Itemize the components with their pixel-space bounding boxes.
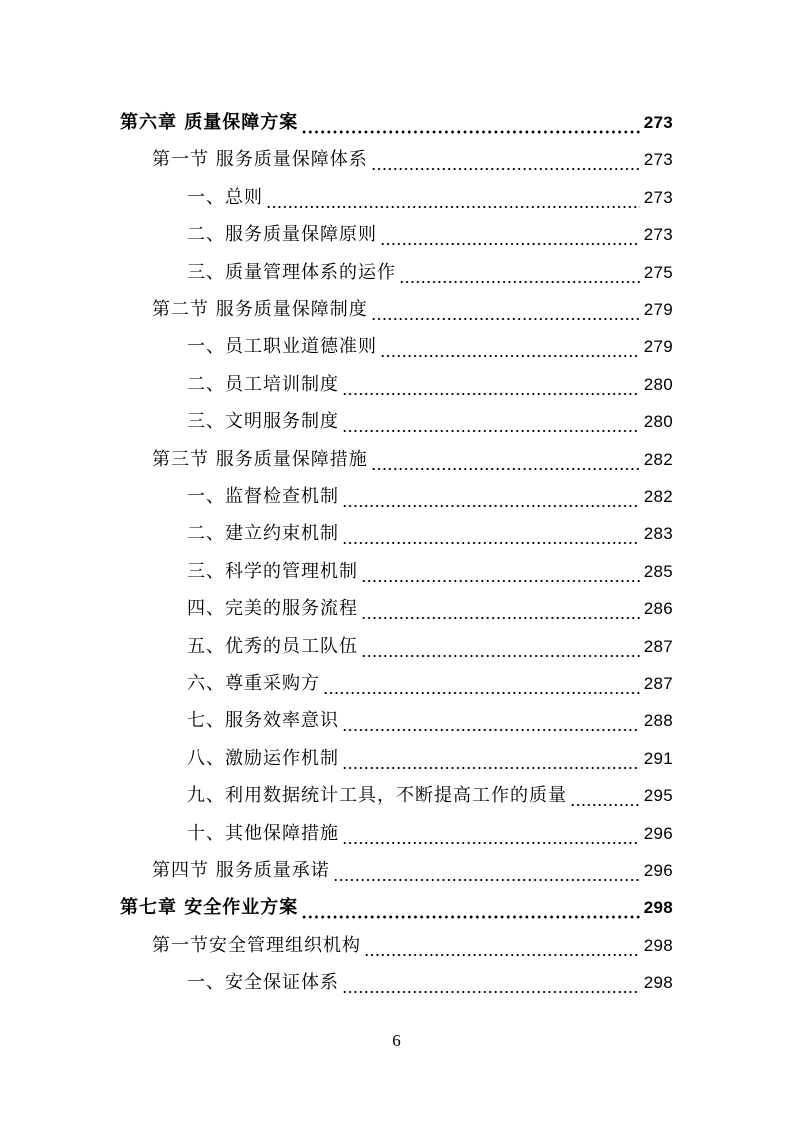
toc-entry-item[interactable] bbox=[187, 249, 673, 286]
toc-entry-label: 第三节 服务质量保障措施 bbox=[152, 449, 368, 470]
toc-entry-label: 一、员工职业道德准则 bbox=[187, 336, 377, 357]
dot-leader bbox=[380, 224, 640, 246]
toc-entry-label: 第七章 安全作业方案 bbox=[120, 897, 299, 918]
toc-entry-item[interactable] bbox=[187, 361, 673, 398]
toc-entry-page-number: 298 bbox=[643, 936, 673, 955]
toc-entry-page-number: 273 bbox=[643, 113, 673, 132]
dot-leader bbox=[342, 710, 640, 732]
toc-entry-page-number: 273 bbox=[643, 188, 673, 207]
toc-entry-label: 十、其他保障措施 bbox=[187, 823, 339, 844]
toc-entry-section[interactable] bbox=[152, 286, 673, 323]
toc-entry-label: 七、服务效率意识 bbox=[187, 710, 339, 731]
toc-entry-item[interactable] bbox=[187, 510, 673, 547]
toc-entry-page-number: 275 bbox=[643, 263, 673, 282]
dot-leader bbox=[342, 523, 640, 545]
toc-entry-page-number: 273 bbox=[643, 225, 673, 244]
dot-leader bbox=[301, 112, 639, 134]
toc-entry-item[interactable] bbox=[187, 585, 673, 622]
toc-entry-label: 二、建立约束机制 bbox=[187, 523, 339, 544]
toc-entry-label: 六、尊重采购方 bbox=[187, 673, 320, 694]
toc-entry-page-number: 279 bbox=[643, 300, 673, 319]
toc-entry-label: 八、激励运作机制 bbox=[187, 748, 339, 769]
toc-entry-page-number: 296 bbox=[643, 824, 673, 843]
toc-entry-page-number: 288 bbox=[643, 711, 673, 730]
toc-entry-item[interactable] bbox=[187, 548, 673, 585]
dot-leader bbox=[342, 486, 640, 508]
toc-entry-item[interactable] bbox=[187, 174, 673, 211]
toc-entry-label: 第二节 服务质量保障制度 bbox=[152, 299, 368, 320]
toc-entry-item[interactable] bbox=[187, 473, 673, 510]
toc-entry-chapter[interactable] bbox=[120, 99, 673, 136]
toc-entry-page-number: 286 bbox=[643, 599, 673, 618]
dot-leader bbox=[371, 299, 640, 321]
dot-leader bbox=[342, 374, 640, 396]
dot-leader bbox=[361, 636, 640, 658]
toc-entry-page-number: 273 bbox=[643, 150, 673, 169]
toc-entry-page-number: 280 bbox=[643, 412, 673, 431]
dot-leader bbox=[364, 935, 640, 957]
dot-leader bbox=[380, 336, 640, 358]
page-number: 6 bbox=[392, 1031, 401, 1050]
dot-leader bbox=[399, 262, 640, 284]
toc-entry-label: 一、安全保证体系 bbox=[187, 972, 339, 993]
toc-entry-label: 四、完美的服务流程 bbox=[187, 598, 358, 619]
toc-entry-page-number: 296 bbox=[643, 861, 673, 880]
toc-entry-label: 一、总则 bbox=[187, 187, 263, 208]
toc-entry-page-number: 298 bbox=[643, 898, 673, 917]
toc-entry-page-number: 283 bbox=[643, 524, 673, 543]
dot-leader bbox=[342, 823, 640, 845]
toc-entry-label: 二、员工培训制度 bbox=[187, 374, 339, 395]
toc-entry-item[interactable] bbox=[187, 697, 673, 734]
toc-entry-section[interactable] bbox=[152, 436, 673, 473]
toc-entry-item[interactable] bbox=[187, 323, 673, 360]
toc-entry-chapter[interactable] bbox=[120, 884, 673, 921]
toc-entry-section[interactable] bbox=[152, 136, 673, 173]
toc-entry-label: 五、优秀的员工队伍 bbox=[187, 636, 358, 657]
toc-entry-page-number: 279 bbox=[643, 337, 673, 356]
toc-entry-page-number: 282 bbox=[643, 487, 673, 506]
toc-entry-label: 九、利用数据统计工具，不断提高工作的质量 bbox=[187, 785, 567, 806]
toc-entry-item[interactable] bbox=[187, 735, 673, 772]
toc-entry-item[interactable] bbox=[187, 660, 673, 697]
dot-leader bbox=[342, 411, 640, 433]
dot-leader bbox=[361, 561, 640, 583]
toc-entry-page-number: 287 bbox=[643, 637, 673, 656]
dot-leader bbox=[371, 449, 640, 471]
toc-entry-label: 第四节 服务质量承诺 bbox=[152, 860, 330, 881]
toc-entry-label: 一、监督检查机制 bbox=[187, 486, 339, 507]
toc-entry-page-number: 285 bbox=[643, 562, 673, 581]
toc-entry-label: 二、服务质量保障原则 bbox=[187, 224, 377, 245]
toc-entry-item[interactable] bbox=[187, 959, 673, 996]
dot-leader bbox=[333, 860, 640, 882]
toc-entry-item[interactable] bbox=[187, 772, 673, 809]
toc-entry-page-number: 282 bbox=[643, 450, 673, 469]
dot-leader bbox=[266, 187, 640, 209]
toc-entry-label: 第六章 质量保障方案 bbox=[120, 112, 299, 133]
toc-entry-label: 第一节 服务质量保障体系 bbox=[152, 149, 368, 170]
toc-entry-page-number: 280 bbox=[643, 375, 673, 394]
toc-entry-item[interactable] bbox=[187, 398, 673, 435]
toc-entry-page-number: 291 bbox=[643, 749, 673, 768]
toc-entry-page-number: 298 bbox=[643, 973, 673, 992]
toc-entry-section[interactable] bbox=[152, 922, 673, 959]
toc-entry-item[interactable] bbox=[187, 810, 673, 847]
toc-entry-item[interactable] bbox=[187, 623, 673, 660]
dot-leader bbox=[301, 897, 639, 919]
toc-entry-page-number: 287 bbox=[643, 674, 673, 693]
dot-leader bbox=[371, 149, 640, 171]
dot-leader bbox=[570, 785, 640, 807]
dot-leader bbox=[361, 598, 640, 620]
toc-entry-section[interactable] bbox=[152, 847, 673, 884]
dot-leader bbox=[342, 748, 640, 770]
dot-leader bbox=[342, 972, 640, 994]
dot-leader bbox=[323, 673, 640, 695]
toc-entry-label: 三、质量管理体系的运作 bbox=[187, 262, 396, 283]
toc-entry-page-number: 295 bbox=[643, 786, 673, 805]
toc-entry-label: 三、科学的管理机制 bbox=[187, 561, 358, 582]
toc-entry-label: 第一节安全管理组织机构 bbox=[152, 935, 361, 956]
toc-entry-item[interactable] bbox=[187, 211, 673, 248]
toc-entry-label: 三、文明服务制度 bbox=[187, 411, 339, 432]
